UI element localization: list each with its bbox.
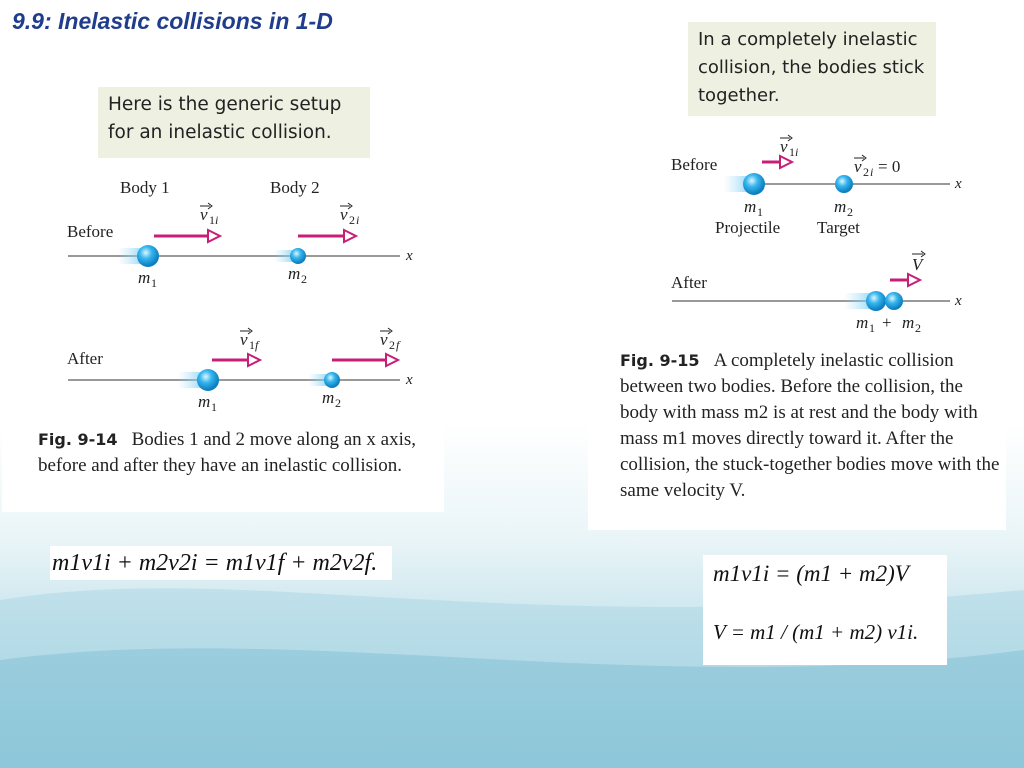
body2-label: Body 2 bbox=[270, 178, 320, 197]
figure-9-14-caption bbox=[38, 427, 440, 479]
left-callout: Here is the generic setup for an inelastic collision. bbox=[98, 87, 370, 158]
ball-m1-before bbox=[743, 173, 765, 195]
V-label bbox=[912, 251, 925, 274]
svg-text:m: m bbox=[744, 197, 757, 216]
svg-text:i: i bbox=[870, 165, 874, 179]
svg-text:m: m bbox=[902, 313, 915, 332]
target-label: Target bbox=[817, 218, 860, 237]
svg-text:2: 2 bbox=[301, 272, 307, 286]
figure-9-15-panel bbox=[588, 22, 1006, 530]
svg-text:1: 1 bbox=[151, 276, 157, 290]
equation-final-velocity: V = m1 / (m1 + m2) v1i. bbox=[713, 620, 919, 644]
m2-label bbox=[322, 388, 341, 410]
svg-text:2: 2 bbox=[349, 213, 355, 227]
svg-text:2: 2 bbox=[847, 205, 853, 219]
svg-text:1: 1 bbox=[249, 338, 255, 352]
svg-text:2: 2 bbox=[915, 321, 921, 335]
svg-text:1: 1 bbox=[209, 213, 215, 227]
m1-plus-m2-label bbox=[856, 313, 921, 335]
equation-inelastic-box bbox=[703, 555, 947, 665]
v1i-arrow bbox=[762, 156, 792, 168]
figure-9-14-caption-text: Bodies 1 and 2 move along an x axis, before and after they have an inelastic collision. bbox=[38, 429, 416, 476]
after-axis-label: x bbox=[955, 293, 962, 309]
ball-m2-after bbox=[885, 292, 903, 310]
svg-text:v: v bbox=[780, 137, 788, 156]
ball-m2-after bbox=[324, 372, 340, 388]
svg-text:1: 1 bbox=[789, 145, 795, 159]
svg-text:2: 2 bbox=[389, 338, 395, 352]
svg-text:m: m bbox=[834, 197, 847, 216]
svg-text:i: i bbox=[356, 213, 360, 227]
v2i-label bbox=[340, 203, 359, 227]
svg-text:1: 1 bbox=[757, 205, 763, 219]
before-axis-label: x bbox=[406, 248, 413, 264]
slide-title: 9.9: Inelastic collisions in 1-D bbox=[12, 8, 333, 34]
ball-m2-before bbox=[835, 175, 853, 193]
svg-text:i: i bbox=[215, 213, 219, 227]
v1i-label bbox=[780, 135, 798, 159]
svg-text:f: f bbox=[396, 338, 400, 352]
v1f-arrow bbox=[212, 354, 260, 366]
after-label: After bbox=[67, 349, 103, 368]
before-axis-label: x bbox=[955, 176, 962, 192]
svg-text:1: 1 bbox=[211, 400, 217, 414]
svg-text:i: i bbox=[795, 145, 799, 159]
svg-text:2: 2 bbox=[863, 165, 869, 179]
before-label: Before bbox=[671, 155, 718, 174]
ball-m1-after bbox=[866, 291, 886, 311]
svg-text:m: m bbox=[138, 268, 151, 287]
svg-text:v: v bbox=[340, 205, 348, 224]
svg-text:f: f bbox=[255, 338, 259, 352]
V-arrow bbox=[890, 274, 920, 286]
body1-label: Body 1 bbox=[120, 178, 170, 197]
svg-text:1: 1 bbox=[869, 321, 875, 335]
svg-text:m: m bbox=[288, 264, 301, 283]
v2i-label bbox=[854, 155, 900, 179]
v2f-label bbox=[380, 328, 401, 352]
figure-9-14-diagram bbox=[2, 80, 444, 440]
figure-9-14-panel bbox=[2, 80, 444, 512]
svg-text:V: V bbox=[912, 255, 923, 274]
m1-label bbox=[138, 268, 157, 290]
equation-momentum-inelastic: m1v1i = (m1 + m2)V bbox=[713, 561, 909, 586]
m1-label bbox=[744, 197, 763, 219]
figure-9-15-caption-text: A completely inelastic collision between two bodies. Before the collision, the body with mass m2 is at rest and the body with mass m1 moves directly toward it. After the collision, the stuck-together bodies move with the same velocity V. bbox=[620, 350, 1000, 501]
svg-text:m: m bbox=[322, 388, 335, 407]
plus-sign: + bbox=[882, 313, 892, 332]
v2i-value: = 0 bbox=[878, 157, 901, 176]
after-label: After bbox=[671, 273, 707, 292]
svg-text:v: v bbox=[380, 330, 388, 349]
m2-label bbox=[834, 197, 853, 219]
svg-text:m: m bbox=[856, 313, 869, 332]
svg-text:v: v bbox=[240, 330, 248, 349]
figure-9-15-diagram bbox=[588, 22, 1006, 342]
v2i-arrow bbox=[298, 230, 356, 242]
projectile-label: Projectile bbox=[715, 218, 781, 237]
equation-momentum-general-text: m1v1i + m2v2i = m1v1f + m2v2f. bbox=[52, 550, 378, 576]
figure-9-15-caption bbox=[620, 348, 1004, 504]
m1-label bbox=[198, 392, 217, 414]
v1i-label bbox=[200, 203, 218, 227]
v2f-arrow bbox=[332, 354, 398, 366]
svg-text:2: 2 bbox=[335, 396, 341, 410]
equation-momentum-general bbox=[50, 546, 392, 580]
ball-m1-after bbox=[197, 369, 219, 391]
v1i-arrow bbox=[154, 230, 220, 242]
v1f-label bbox=[240, 328, 260, 352]
right-callout: In a completely inelastic collision, the bodies stick together. bbox=[688, 22, 936, 116]
svg-text:v: v bbox=[854, 157, 862, 176]
ball-m2-before bbox=[290, 248, 306, 264]
figure-9-14-number: Fig. 9-14 bbox=[38, 430, 118, 449]
figure-9-15-number: Fig. 9-15 bbox=[620, 351, 700, 370]
after-axis-label: x bbox=[406, 372, 413, 388]
svg-text:m: m bbox=[198, 392, 211, 411]
before-label: Before bbox=[67, 222, 114, 241]
svg-text:v: v bbox=[200, 205, 208, 224]
m2-label bbox=[288, 264, 307, 286]
ball-m1-before bbox=[137, 245, 159, 267]
